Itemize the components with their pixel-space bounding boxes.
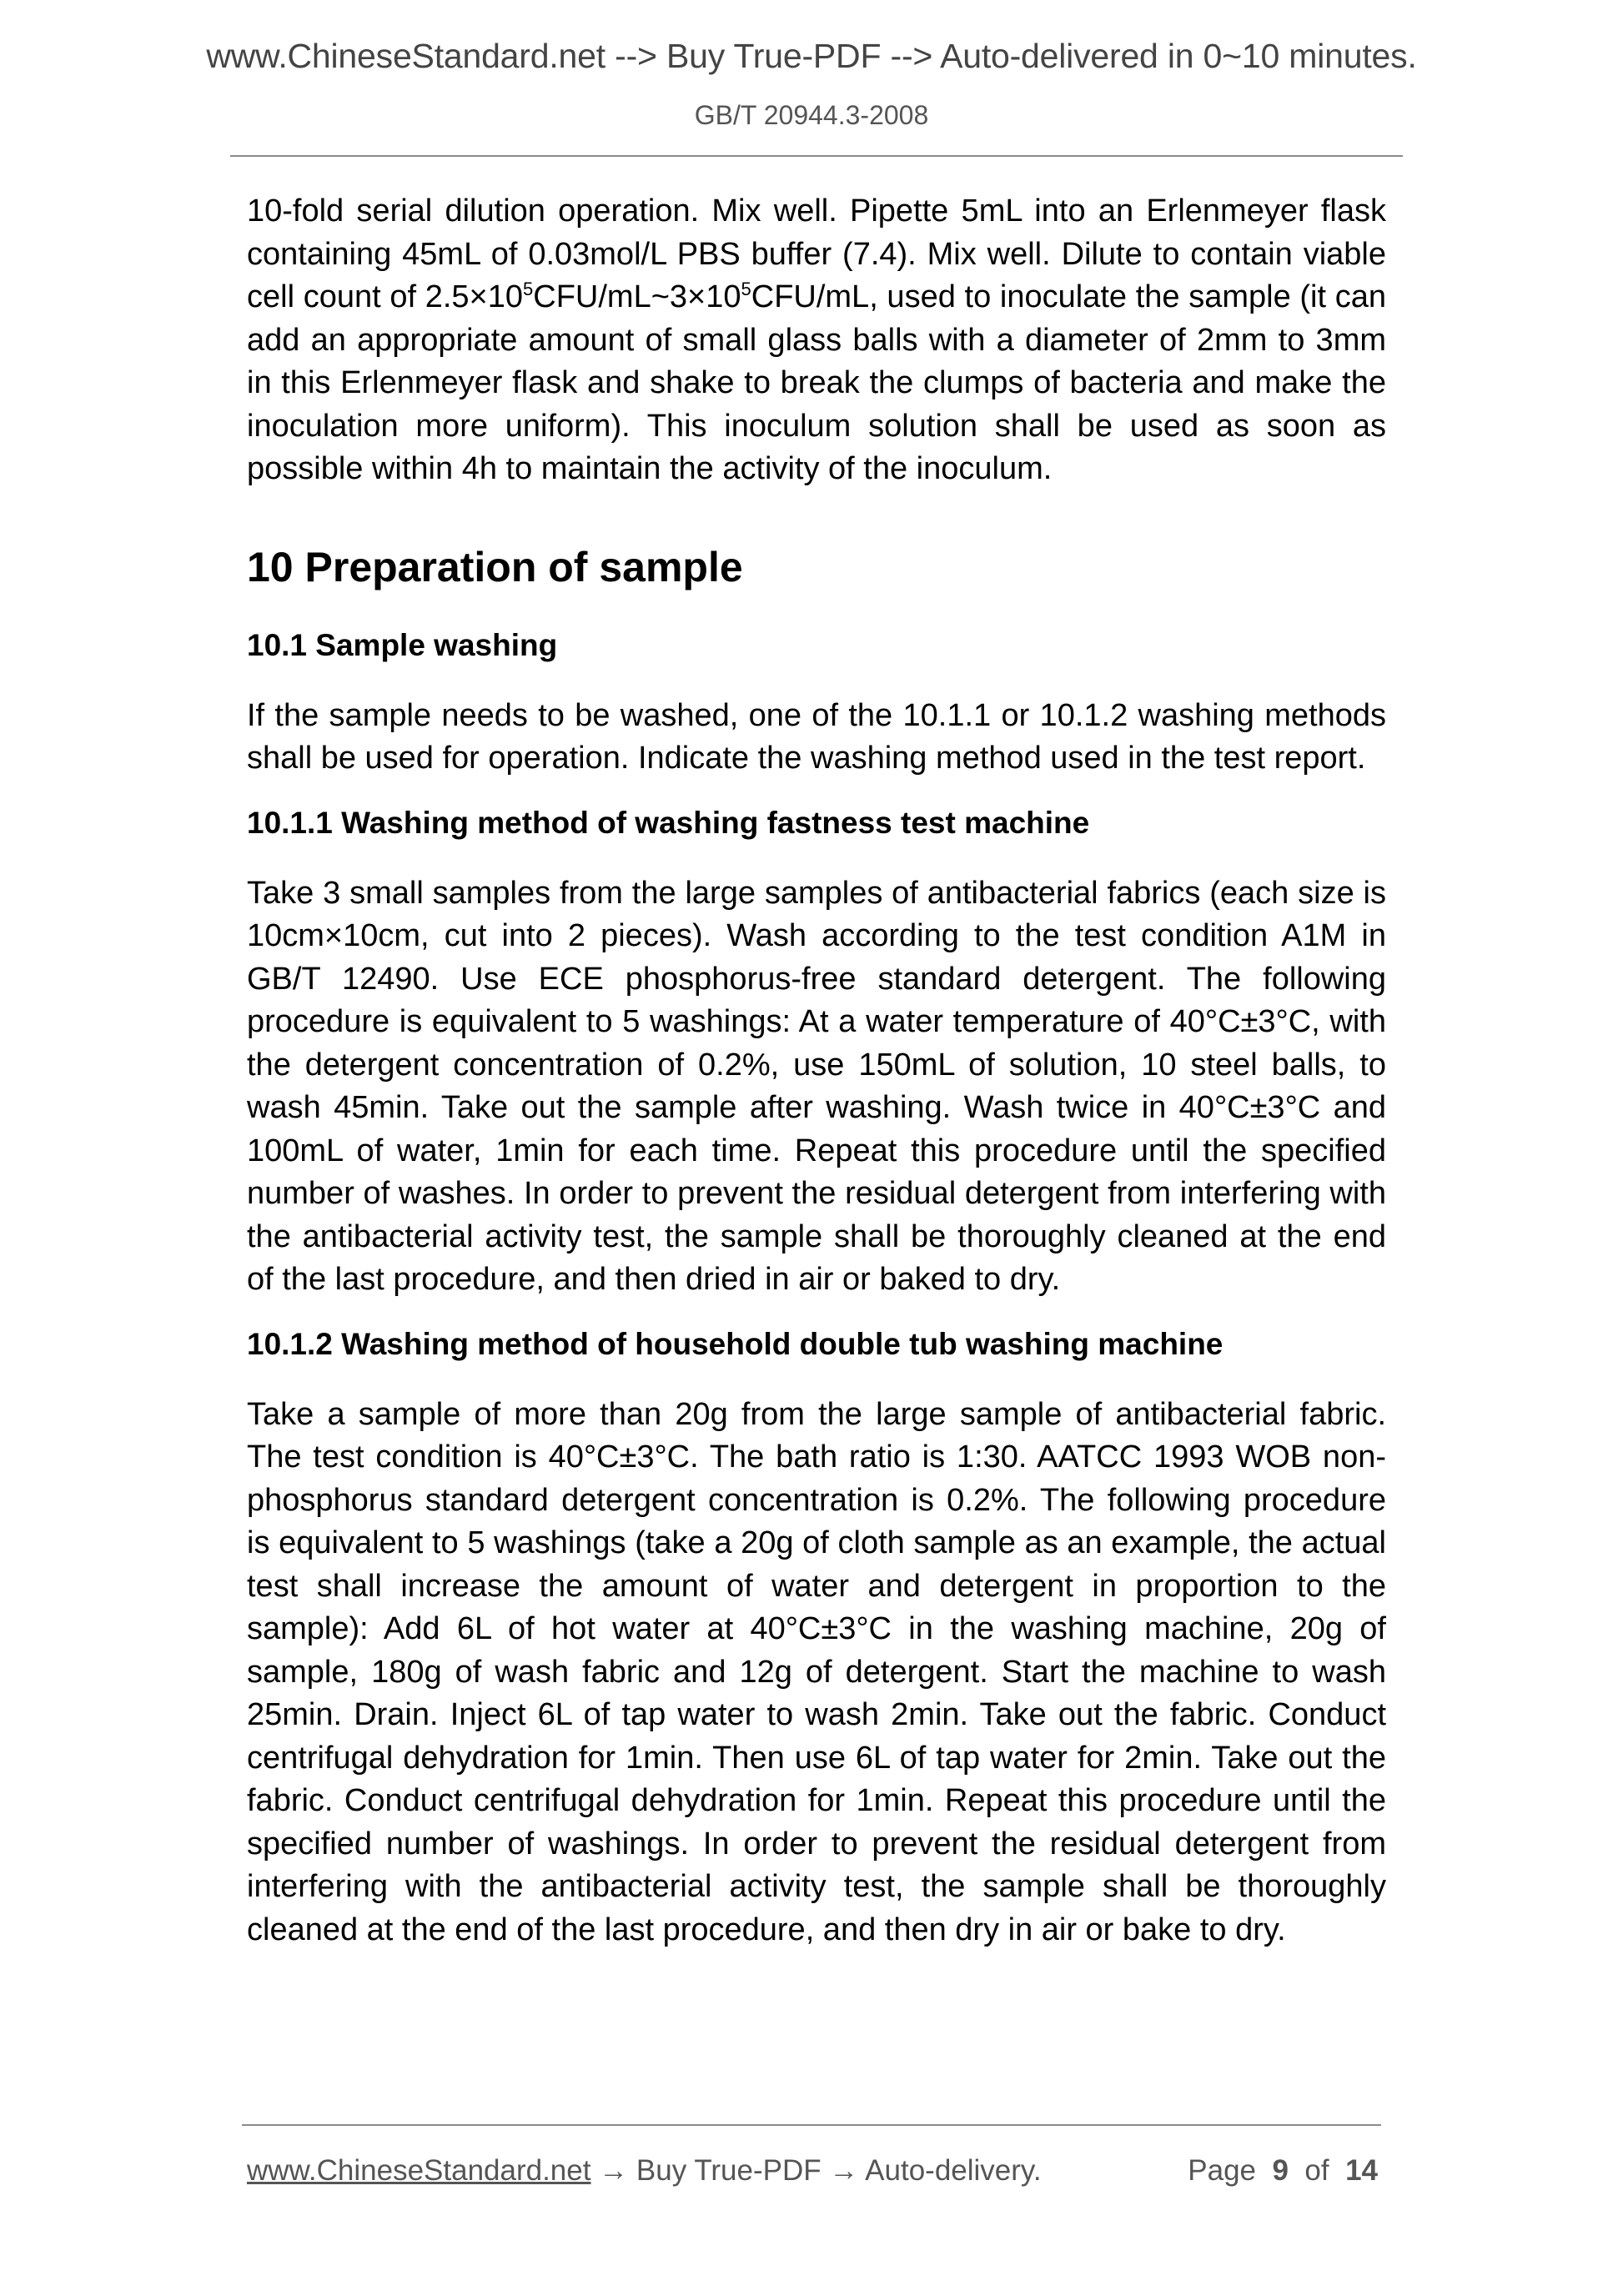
of-label: of	[1304, 2154, 1329, 2187]
page-total: 14	[1345, 2154, 1378, 2187]
section-10-1-2-heading: 10.1.2 Washing method of household double tub washing machine	[247, 1326, 1224, 1361]
document-id: GB/T 20944.3-2008	[694, 100, 929, 130]
section-10-1-1-heading: 10.1.1 Washing method of washing fastness test machine	[247, 805, 1090, 840]
section-10-1-2-paragraph: Take a sample of more than 20g from the large sample of antibacterial fabric. The test condition is 40°C±3°C. The bath ratio is 1:30. AATCC 1993 WOB non-phosphorus standard detergent concentration is 0.2%. The following procedure is equivalent to 5 washings (take a 20g of cloth sample as an example, the actual test shall increase the amount of water and detergent in proportion to the sample): Add 6L of hot water at 40°C±3°C in the washing machine, 20g of sample, 180g of wash fabric and 12g of detergent. Start the machine to wash 25min. Drain. Inject 6L of tap water to wash 2min. Take out the fabric. Conduct centrifugal dehydration for 1min. Then use 6L of tap water for 2min. Take out the fabric. Conduct centrifugal dehydration for 1min. Repeat this procedure until the specified number of washings. In order to prevent the residual detergent from interfering with the antibacterial activity test, the sample shall be thoroughly cleaned at the end of the last procedure, and then dry in air or bake to dry.	[247, 1396, 1386, 1947]
footer-divider	[242, 2124, 1381, 2126]
section-10-1-1-paragraph: Take 3 small samples from the large samples of antibacterial fabrics (each size is 10cm×10cm, cut into 2 pieces). Wash according to the test condition A1M in GB/T 12490. Use ECE phosphorus-free standard detergent. The following procedure is equivalent to 5 washings: At a water temperature of 40°C±3°C, with the detergent concentration of 0.2%, use 150mL of solution, 10 steel balls, to wash 45min. Take out the sample after washing. Wash twice in 40°C±3°C and 100mL of water, 1min for each time. Repeat this procedure until the specified number of washes. In order to prevent the residual detergent from interfering with the antibacterial activity test, the sample shall be thoroughly cleaned at the end of the last procedure, and then dried in air or baked to dry.	[247, 875, 1386, 1297]
footer-promo-text: → Buy True-PDF → Auto-delivery.	[590, 2154, 1042, 2187]
intro-text-2: CFU/mL~3×10	[533, 279, 741, 314]
footer-promo	[247, 2154, 1042, 2188]
intro-text-3: CFU/mL, used to inoculate the sample (it can add an appropriate amount of small glass balls with a diameter of 2mm to 3mm in this Erlenmeyer flask and shake to break the clumps of bacteria and make the inoculation more uniform). This inoculum solution shall be used as soon as possible within 4h to maintain the activity of the inoculum.	[247, 279, 1386, 486]
header-divider	[230, 155, 1403, 157]
intro-text-1: 10-fold serial dilution operation. Mix well. Pipette 5mL into an Erlenmeyer flask containing 45mL of 0.03mol/L PBS buffer (7.4). Mix well. Dilute to contain viable cell count of 2.5×10	[247, 193, 1386, 314]
page-label: Page	[1188, 2154, 1257, 2187]
footer-site-link[interactable]: www.ChineseStandard.net	[247, 2154, 591, 2187]
page-indicator	[1188, 2154, 1378, 2188]
superscript-exponent: 5	[523, 279, 534, 299]
page-current: 9	[1272, 2154, 1289, 2187]
intro-paragraph	[247, 190, 1386, 491]
top-banner: www.ChineseStandard.net --> Buy True-PDF --> Auto-delivered in 0~10 minutes.	[206, 37, 1417, 75]
section-10-1-heading: 10.1 Sample washing	[247, 627, 558, 662]
section-10-1-paragraph: If the sample needs to be washed, one of the 10.1.1 or 10.1.2 washing methods shall be used for operation. Indicate the washing method used in the test report.	[247, 697, 1386, 776]
superscript-exponent: 5	[741, 279, 751, 299]
page-content	[247, 190, 1386, 1952]
section-10-heading: 10 Preparation of sample	[247, 543, 743, 590]
